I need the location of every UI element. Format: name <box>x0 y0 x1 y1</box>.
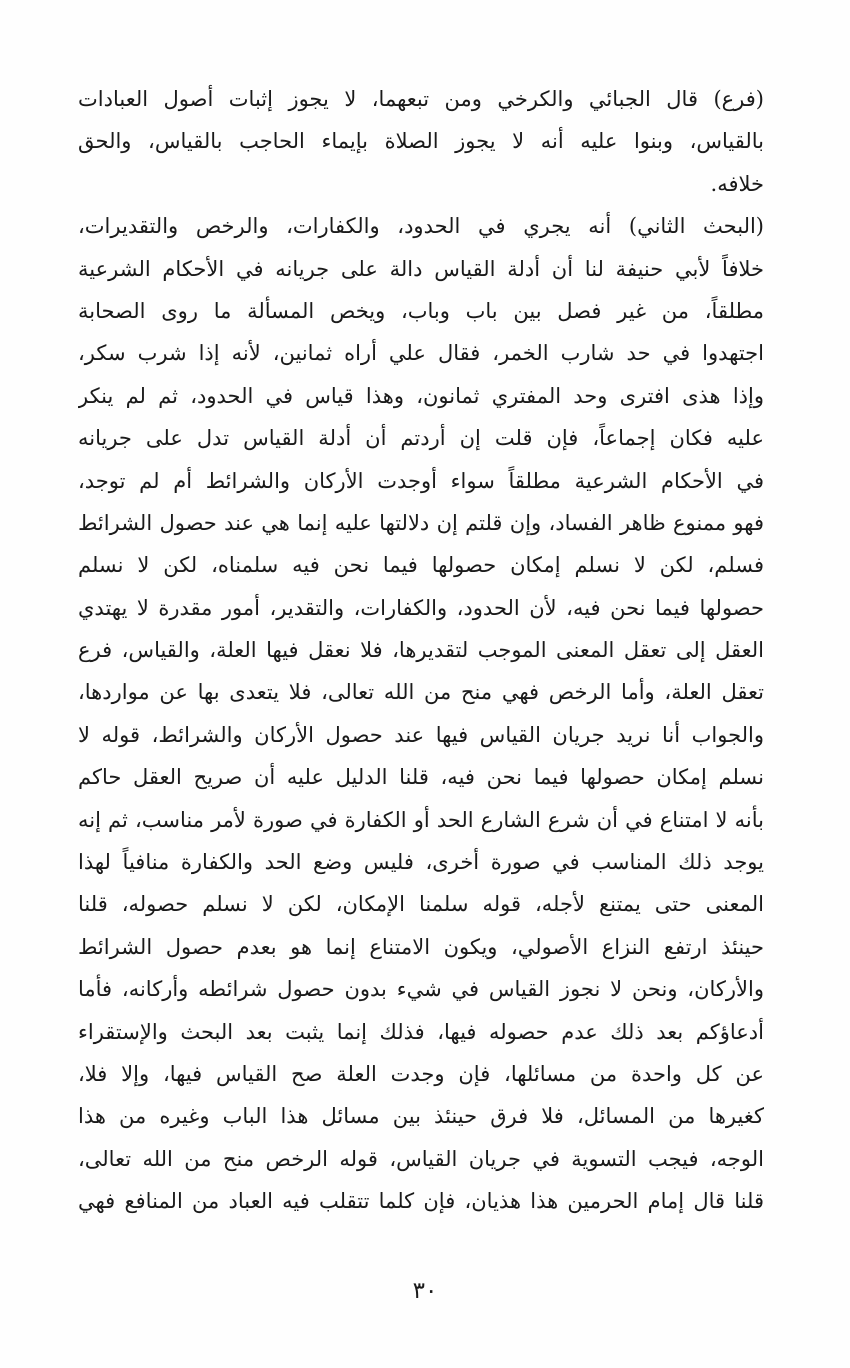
text-line: حينئذ ارتفع النزاع الأصولي، ويكون الامتناع إنما هو بعدم حصول الشرائط <box>78 934 764 959</box>
text-line: في الأحكام الشرعية مطلقاً سواء أوجدت الأركان والشرائط أم لم توجد، <box>78 468 764 493</box>
page-number: ٣٠ <box>412 1278 438 1304</box>
text-line: خلافه. <box>710 171 764 196</box>
text-line: بالقياس، وبنوا عليه أنه لا يجوز الصلاة بإيماء الحاجب بالقياس، والحق <box>78 129 764 154</box>
text-line: العقل إلى تعقل المعنى الموجب لتقديرها، فلا نعقل فيها العلة، والقياس، فرع <box>78 638 764 663</box>
text-line: اجتهدوا في حد شارب الخمر، فقال علي أراه ثمانين، لأنه إذا شرب سكر، <box>78 341 764 366</box>
text-line: بأنه لا امتناع في أن شرع الشارع الحد أو الكفارة في صورة لأمر مناسب، ثم إنه <box>78 807 764 832</box>
text-line: الوجه، فيجب التسوية في جريان القياس، قوله الرخص منح من الله تعالى، <box>78 1146 764 1171</box>
text-line: (البحث الثاني) أنه يجري في الحدود، والكفارات، والرخص والتقديرات، <box>78 214 764 239</box>
text-line: والجواب أنا نريد جريان القياس فيها عند حصول الأركان والشرائط، قوله لا <box>78 722 764 747</box>
text-line: فسلم، لكن لا نسلم إمكان حصولها فيما نحن فيه سلمناه، لكن لا نسلم <box>78 553 764 578</box>
text-line: تعقل العلة، وأما الرخص فهي منح من الله تعالى، فلا يتعدى بها عن مواردها، <box>78 680 764 705</box>
text-line: مطلقاً، من غير فصل بين باب وباب، ويخص المسألة ما روى الصحابة <box>78 298 764 323</box>
text-line: خلافاً لأبي حنيفة لنا أن أدلة القياس دالة على جريانه في الأحكام الشرعية <box>78 256 764 281</box>
text-line: المعنى حتى يمتنع لأجله، قوله سلمنا الإمكان، لكن لا نسلم حصوله، قلنا <box>78 892 764 917</box>
body-text <box>78 78 764 1223</box>
text-line: قلنا قال إمام الحرمين هذا هذيان، فإن كلما تتقلب فيه العباد من المنافع فهي <box>78 1189 764 1214</box>
text-line: (فرع) قال الجبائي والكرخي ومن تبعهما، لا يجوز إثبات أصول العبادات <box>78 87 764 111</box>
text-line: وإذا هذى افترى وحد المفتري ثمانون، وهذا قياس في الحدود، ثم لم ينكر <box>78 383 764 408</box>
text-line: عن كل واحدة من مسائلها، فإن وجدت العلة صح القياس فيها، وإلا فلا، <box>78 1061 764 1086</box>
text-line: والأركان، ونحن لا نجوز القياس في شيء بدون حصول شرائطه وأركانه، فأما <box>78 977 764 1002</box>
text-line: كغيرها من المسائل، فلا فرق حينئذ بين مسائل هذا الباب وغيره من هذا <box>78 1104 764 1129</box>
text-line: يوجد ذلك المناسب في صورة أخرى، فليس وضع الحد والكفارة منافياً لهذا <box>78 850 764 875</box>
text-line: نسلم إمكان حصولها فيما نحن فيه، قلنا الدليل عليه أن صريح العقل حاكم <box>78 765 764 790</box>
text-line: حصولها فيما نحن فيه، لأن الحدود، والكفارات، والتقدير، أمور مقدرة لا يهتدي <box>78 595 764 620</box>
text-line: فهو ممنوع ظاهر الفساد، وإن قلتم إن دلالتها عليه إنما هي عند حصول الشرائط <box>78 510 764 535</box>
text-line: أدعاؤكم بعد ذلك عدم حصوله فيها، فذلك إنما يثبت بعد البحث والإستقراء <box>78 1019 764 1044</box>
text-line: عليه فكان إجماعاً، فإن قلت إن أردتم أن أدلة القياس تدل على جريانه <box>78 426 764 451</box>
